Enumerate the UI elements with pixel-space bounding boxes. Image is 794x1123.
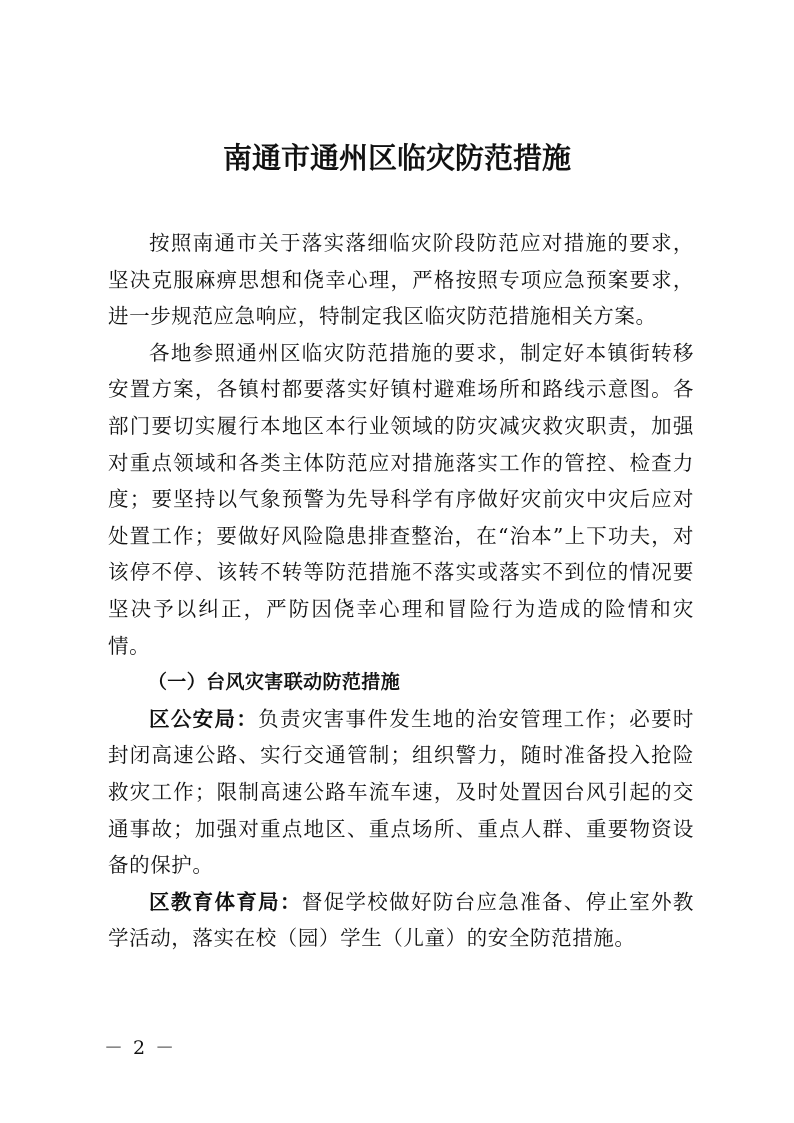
paragraph-intro: 按照南通市关于落实落细临灾阶段防范应对措施的要求，坚决克服麻痹思想和侥幸心理，严格按照专项应急预案要求，进一步规范应急响应，特制定我区临灾防范措施相关方案。 bbox=[108, 231, 694, 329]
item-text-education-sports: 督促学校做好防台应急准备、停止室外教学活动，落实在校（园）学生（儿童）的安全防范措施。 bbox=[108, 889, 694, 951]
item-lead-education-sports: 区教育体育局： bbox=[149, 889, 302, 914]
section-heading: （一）台风灾害联动防范措施 bbox=[147, 671, 401, 694]
item-text-public-security: 负责灾害事件发生地的治安管理工作；必要时封闭高速公路、实行交通管制；组织警力，随时准备投入抢险救灾工作；限制高速公路车流车速，及时处置因台风引起的交通事故；加强对重点地区、重点场所、重点人群、重要物资设备的保护。 bbox=[108, 706, 695, 878]
item-education-sports bbox=[108, 884, 694, 957]
paragraph-requirements: 各地参照通州区临灾防范措施的要求，制定好本镇街转移安置方案，各镇村都要落实好镇村避难场所和路线示意图。各部门要切实履行本地区本行业领域的防灾减灾救灾职责，加强对重点领域和各类主体防范应对措施落实工作的管控、检查力度；要坚持以气象预警为先导科学有序做好灾前灾中灾后应对处置工作；要做好风险隐患排查整治，在“治本”上下功夫，对该停不停、该转不转等防范措施不落实或落实不到位的情况要坚决予以纠正，严防因侥幸心理和冒险行为造成的险情和灾情。 bbox=[108, 340, 694, 658]
item-public-security bbox=[108, 701, 694, 884]
item-lead-public-security: 区公安局： bbox=[149, 706, 259, 731]
page-number: － 2 － bbox=[104, 1037, 177, 1059]
document-title: 南通市通州区临灾防范措施 bbox=[222, 141, 571, 175]
document-body bbox=[108, 225, 694, 957]
